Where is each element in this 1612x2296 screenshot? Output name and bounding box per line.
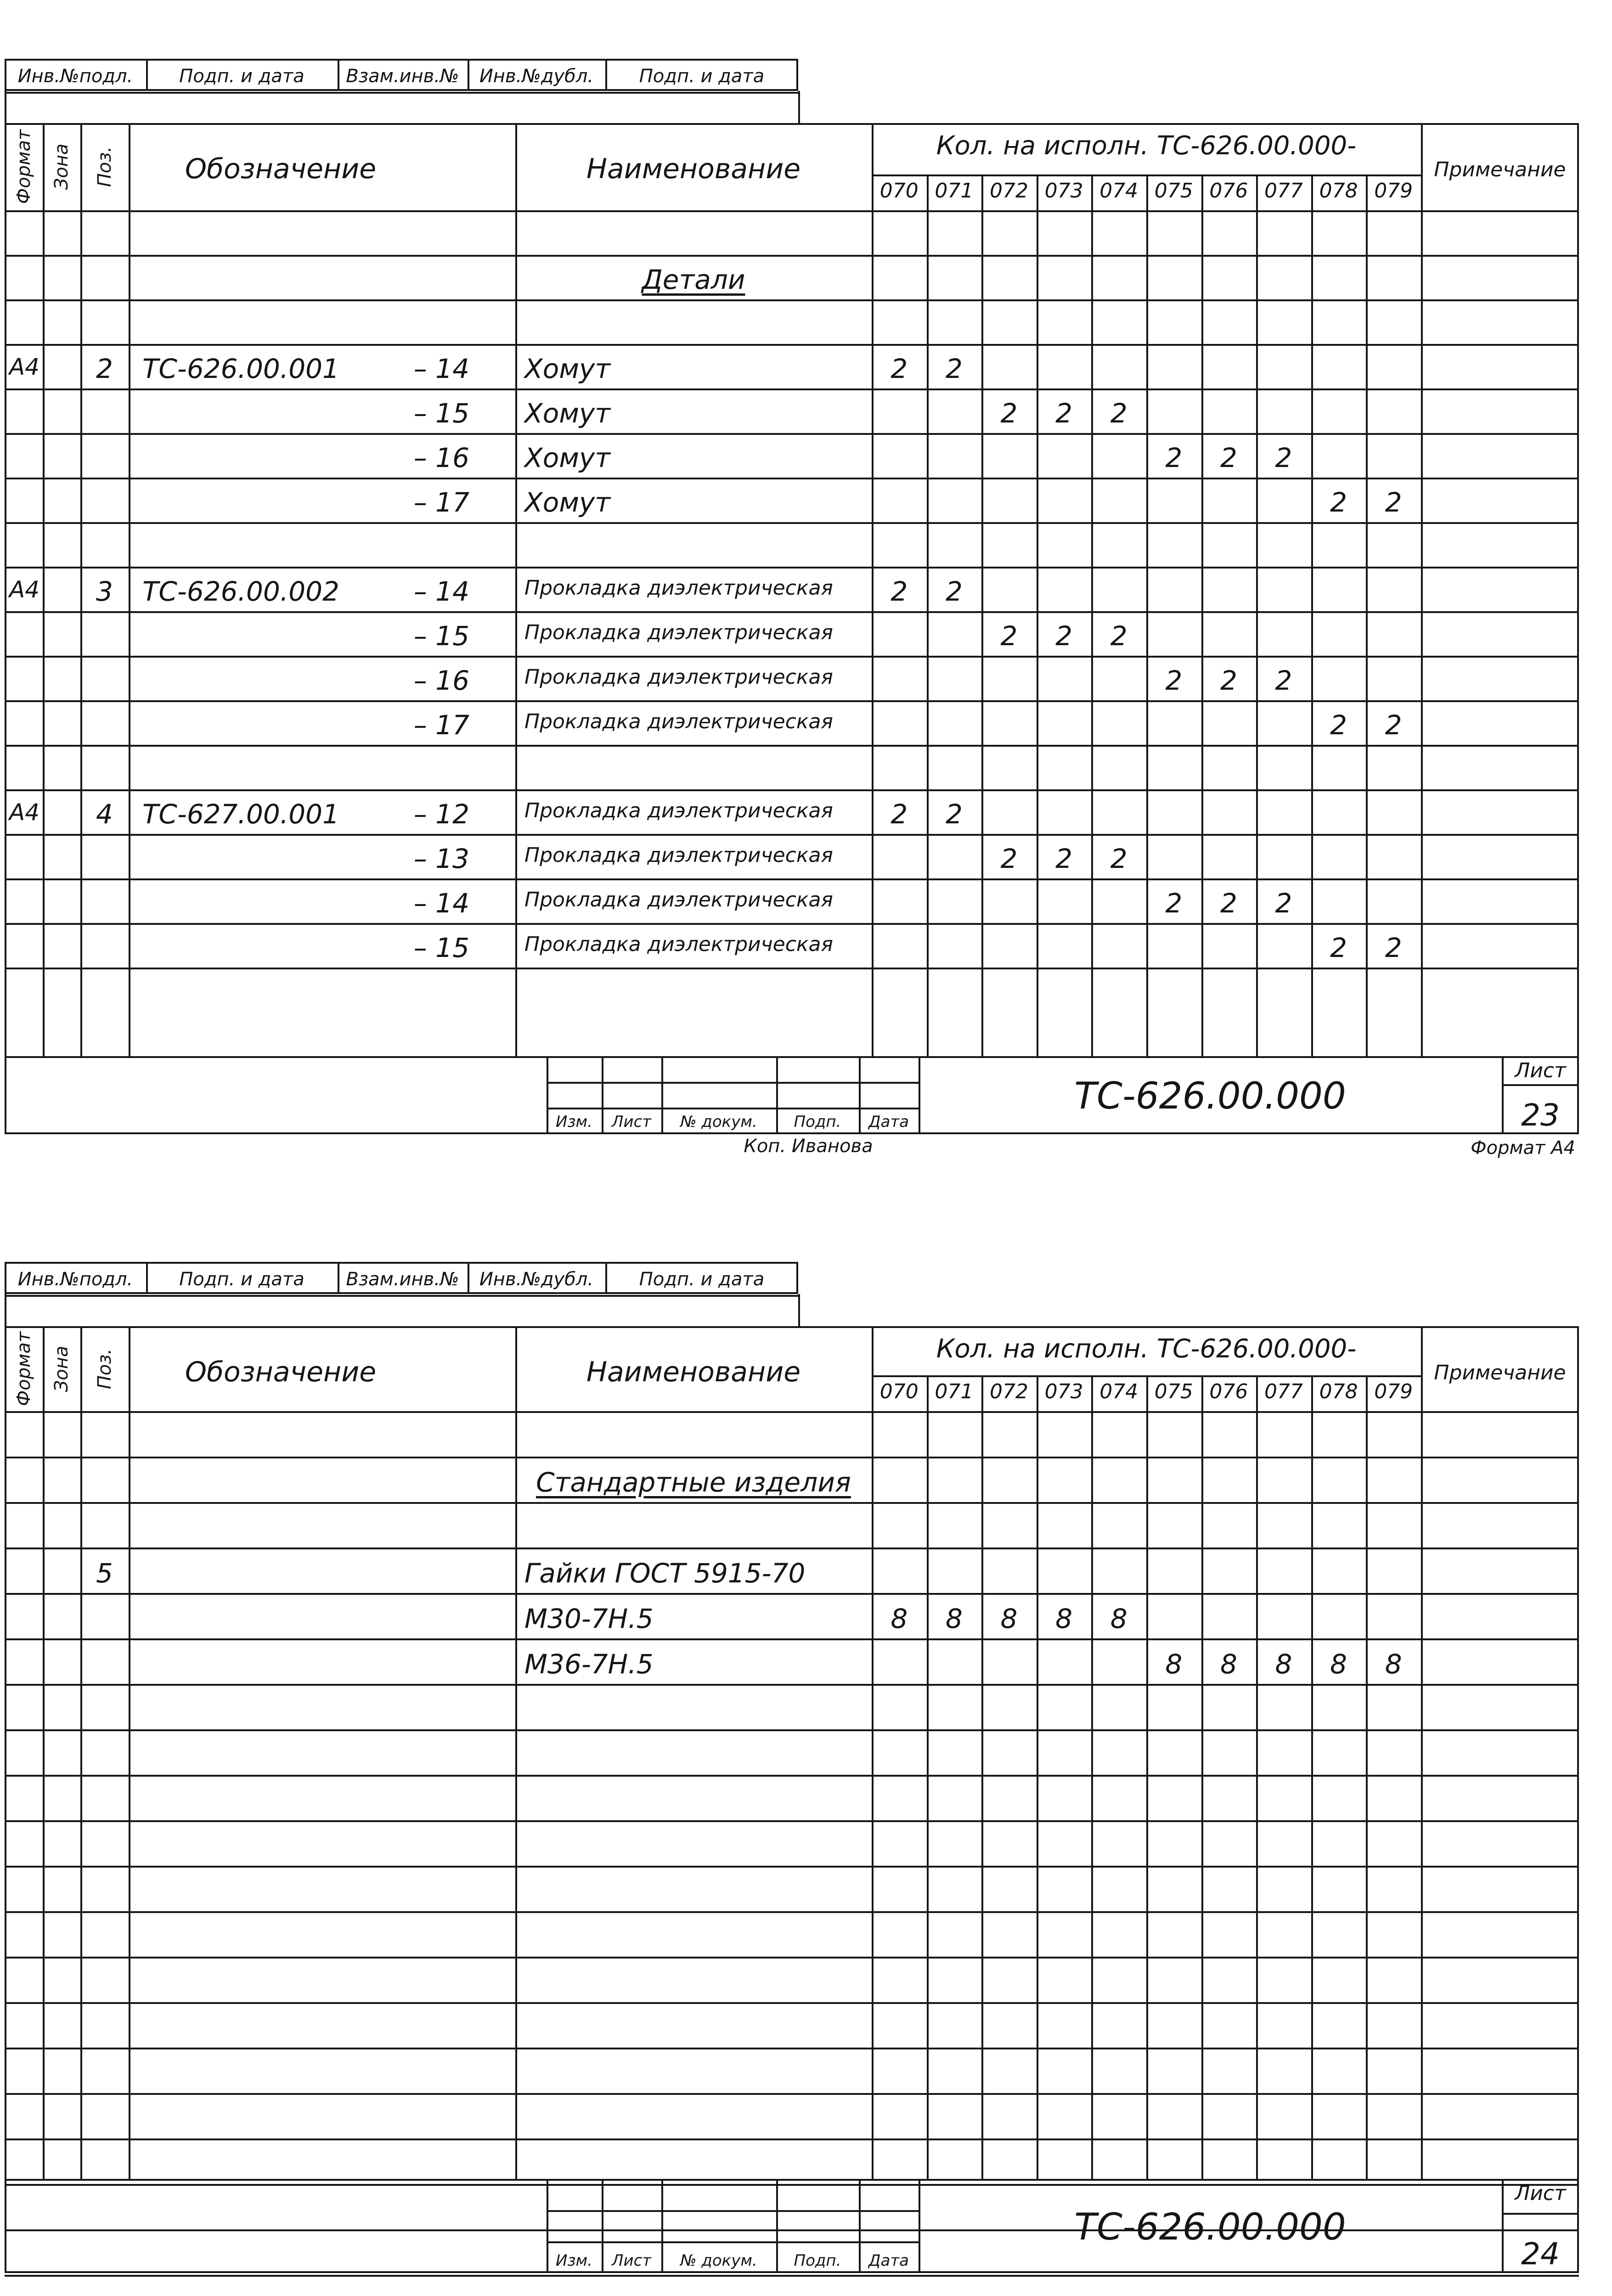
qty-cell: 2 (1330, 932, 1347, 963)
stamp-label: Подп. и дата (639, 1269, 765, 1290)
row-suffix: – 15 (413, 932, 469, 963)
header-name: Наименование (586, 153, 801, 185)
stamp-label: Инв.№дубл. (479, 66, 594, 87)
qty-cell: 2 (1110, 620, 1127, 652)
table-row-line (5, 1638, 1579, 1640)
variant-header: 070 (879, 1380, 919, 1403)
table-row-line (5, 1548, 1579, 1549)
title-block-col (602, 2179, 603, 2273)
row-name: Прокладка диэлектрическая (524, 621, 833, 644)
table-row-line (5, 478, 1579, 479)
section-title: Стандартные изделия (536, 1467, 851, 1498)
stamp-label: Взам.инв.№ (346, 1269, 459, 1290)
stamp-label: Подп. и дата (179, 1269, 304, 1290)
qty-cell: 2 (1110, 843, 1127, 874)
row-suffix: – 12 (413, 799, 469, 830)
header-qty-title: Кол. на исполн. ТС-626.00.000- (936, 131, 1357, 161)
row-name: Хомут (524, 353, 611, 384)
variant-header: 078 (1319, 179, 1358, 203)
stamp-divider (468, 59, 469, 91)
table-row-line (5, 1729, 1579, 1731)
qty-column-divider (1311, 1375, 1313, 2179)
qty-column-divider (1146, 1375, 1148, 2179)
title-block-label: № докум. (680, 1113, 757, 1131)
row-suffix: – 16 (413, 665, 469, 696)
title-block-label: Дата (868, 2251, 909, 2270)
stamp-right-edge (798, 1294, 800, 1326)
row-name: Прокладка диэлектрическая (524, 799, 833, 822)
row-position: 2 (96, 353, 113, 384)
qty-cell: 2 (1275, 442, 1292, 473)
row-position: 3 (96, 576, 113, 607)
row-name: М30-7Н.5 (524, 1603, 654, 1634)
title-block-col (661, 2179, 663, 2273)
qty-cell: 8 (1000, 1603, 1018, 1634)
column-divider (129, 123, 130, 1056)
qty-column-divider (1037, 1375, 1038, 2179)
stamp-line (5, 1295, 798, 1297)
stamp-left-edge (5, 91, 6, 123)
title-block-left (547, 1056, 548, 1134)
qty-cell: 2 (1220, 888, 1237, 919)
column-divider (1421, 1326, 1423, 2179)
stamp-divider (146, 59, 148, 91)
qty-cell: 2 (945, 353, 963, 384)
table-row-line (5, 567, 1579, 568)
variant-header: 079 (1374, 179, 1413, 203)
row-name: М36-7Н.5 (524, 1649, 654, 1680)
qty-cell: 8 (1220, 1649, 1237, 1680)
table-row-line (5, 878, 1579, 880)
table-row-line (5, 1775, 1579, 1777)
table-row-line (5, 1911, 1579, 1913)
title-block-label: Подп. (794, 2251, 841, 2270)
qty-cell: 8 (1165, 1649, 1183, 1680)
sheet-number: 24 (1521, 2236, 1560, 2272)
header-format: Формат (13, 1331, 34, 1406)
header-bottom-line (5, 1411, 1579, 1413)
stamp-label: Подп. и дата (179, 66, 304, 87)
title-block-sheet-line (1502, 1084, 1579, 1086)
qty-cell: 2 (1385, 709, 1402, 741)
format-label: Формат А4 (1471, 1137, 1575, 1159)
title-block-left (547, 2179, 548, 2273)
header-note: Примечание (1434, 1361, 1566, 1384)
table-row-line (5, 2002, 1579, 2004)
table-row-line (5, 433, 1579, 435)
row-name: Хомут (524, 398, 611, 429)
row-designation: ТС-626.00.002 (142, 576, 339, 607)
table-row-line (5, 923, 1579, 925)
variant-header: 075 (1154, 179, 1193, 203)
row-position: 5 (96, 1558, 113, 1589)
stamp-line (5, 92, 798, 94)
title-block-label: Лист (611, 1113, 652, 1131)
table-row-line (5, 834, 1579, 836)
variant-header: 076 (1209, 179, 1248, 203)
row-name: Хомут (524, 487, 611, 518)
table-row-line (5, 2275, 1579, 2277)
title-block-col (859, 2179, 861, 2273)
column-divider (515, 1326, 517, 2179)
table-row-line (5, 745, 1579, 747)
title-block-col (859, 1056, 861, 1134)
sheet-number: 23 (1521, 1097, 1560, 1133)
stamp-divider (338, 1262, 339, 1294)
table-row-line (5, 611, 1579, 613)
qty-column-divider (927, 1375, 929, 2179)
variant-header: 073 (1044, 179, 1083, 203)
header-pos: Поз. (94, 146, 115, 187)
variant-header: 079 (1374, 1380, 1413, 1403)
header-format: Формат (13, 129, 34, 204)
row-suffix: – 14 (413, 353, 469, 384)
table-row-line (5, 2138, 1579, 2140)
column-divider (80, 123, 82, 1056)
qty-cell: 8 (1330, 1649, 1347, 1680)
variant-header: 075 (1154, 1380, 1193, 1403)
column-divider (872, 1326, 874, 2179)
table-row-line (5, 1593, 1579, 1595)
table-row-line (5, 968, 1579, 969)
row-position: 4 (96, 799, 113, 830)
table-row-line (5, 255, 1579, 257)
variant-header: 074 (1099, 179, 1139, 203)
table-row-line (5, 700, 1579, 702)
table-row-line (5, 1866, 1579, 1868)
variant-header: 072 (990, 1380, 1028, 1403)
table-row-line (5, 299, 1579, 301)
header-note: Примечание (1434, 158, 1566, 181)
stamp-label: Подп. и дата (639, 66, 765, 87)
title-block-split (919, 2179, 920, 2273)
table-row-line (5, 522, 1579, 524)
header-qty-title: Кол. на исполн. ТС-626.00.000- (936, 1334, 1357, 1364)
qty-cell: 2 (1330, 709, 1347, 741)
document-number: ТС-626.00.000 (1074, 2205, 1346, 2248)
qty-cell: 2 (1220, 665, 1237, 696)
table-row-line (5, 344, 1579, 346)
title-block-sheet-col (1502, 2179, 1504, 2273)
header-pos: Поз. (94, 1348, 115, 1389)
qty-cell: 8 (1055, 1603, 1073, 1634)
row-name: Прокладка диэлектрическая (524, 888, 833, 912)
stamp-left-edge (5, 1294, 6, 1326)
variant-header: 074 (1099, 1380, 1139, 1403)
row-name: Хомут (524, 442, 611, 473)
qty-cell: 2 (1055, 398, 1073, 429)
stamp-divider (468, 1262, 469, 1294)
title-block-label: Подп. (794, 1113, 841, 1131)
variant-header: 072 (990, 179, 1028, 203)
row-suffix: – 13 (413, 843, 469, 874)
column-divider (515, 123, 517, 1056)
title-block-label: № докум. (680, 2251, 757, 2270)
table-row-line (5, 388, 1579, 390)
table-row-line (5, 789, 1579, 791)
variant-header: 077 (1264, 179, 1303, 203)
variant-header: 073 (1044, 1380, 1083, 1403)
header-designation: Обозначение (185, 1356, 377, 1388)
row-designation: ТС-627.00.001 (142, 799, 339, 830)
row-suffix: – 17 (413, 709, 469, 741)
table-row-line (5, 1457, 1579, 1458)
qty-cell: 2 (891, 576, 908, 607)
qty-cell: 2 (1220, 442, 1237, 473)
title-block-col (776, 1056, 778, 1134)
qty-cell: 2 (1385, 487, 1402, 518)
copied-by: Коп. Иванова (744, 1136, 873, 1157)
title-block-sheet-line (1502, 2213, 1579, 2215)
row-suffix: – 14 (413, 888, 469, 919)
stamp-divider (605, 1262, 607, 1294)
qty-cell: 8 (1110, 1603, 1127, 1634)
row-suffix: – 17 (413, 487, 469, 518)
column-divider (1421, 123, 1423, 1056)
qty-cell: 2 (891, 799, 908, 830)
column-divider (129, 1326, 130, 2179)
row-format: А4 (9, 799, 40, 826)
table-row-line (5, 2093, 1579, 2095)
variant-header: 070 (879, 179, 919, 203)
title-block-label: Лист (611, 2251, 652, 2270)
title-block-label: Изм. (556, 2251, 592, 2270)
column-divider (43, 1326, 45, 2179)
table-row-line (5, 1820, 1579, 1822)
row-name: Прокладка диэлектрическая (524, 710, 833, 733)
title-block-split (919, 1056, 920, 1134)
stamp-label: Взам.инв.№ (346, 66, 459, 87)
column-divider (43, 123, 45, 1056)
sheet-label: Лист (1515, 2182, 1566, 2205)
header-zone: Зона (51, 1345, 72, 1392)
qty-cell: 2 (1165, 442, 1183, 473)
title-block-top (5, 2179, 1579, 2181)
qty-cell: 2 (945, 576, 963, 607)
title-block-label: Дата (868, 1113, 909, 1131)
table-row-line (5, 1684, 1579, 1686)
variant-header: 077 (1264, 1380, 1303, 1403)
qty-cell: 8 (945, 1603, 963, 1634)
title-block-col (602, 1056, 603, 1134)
table-row-line (5, 656, 1579, 658)
stamp-label: Инв.№подл. (17, 66, 133, 87)
qty-cell: 8 (1385, 1649, 1402, 1680)
table-row-line (5, 1502, 1579, 1504)
qty-column-divider (981, 1375, 983, 2179)
row-format: А4 (9, 354, 40, 380)
qty-cell: 2 (1000, 620, 1018, 652)
stamp-right-edge (798, 91, 800, 123)
stamp-divider (146, 1262, 148, 1294)
qty-cell: 2 (1000, 398, 1018, 429)
qty-cell: 8 (1275, 1649, 1292, 1680)
stamp-divider (338, 59, 339, 91)
variant-header: 071 (935, 1380, 974, 1403)
qty-column-divider (1091, 1375, 1093, 2179)
header-name: Наименование (586, 1356, 801, 1388)
qty-cell: 2 (1055, 843, 1073, 874)
qty-cell: 2 (1165, 888, 1183, 919)
header-designation: Обозначение (185, 153, 377, 185)
column-divider (872, 123, 874, 1056)
stamp-label: Инв.№подл. (17, 1269, 133, 1290)
variant-header: 071 (935, 179, 974, 203)
table-row-line (5, 2048, 1579, 2049)
variant-header: 076 (1209, 1380, 1248, 1403)
row-name: Прокладка диэлектрическая (524, 576, 833, 600)
qty-cell: 2 (1000, 843, 1018, 874)
sheet-label: Лист (1515, 1059, 1566, 1082)
document-number: ТС-626.00.000 (1074, 1075, 1346, 1117)
row-name: Прокладка диэлектрическая (524, 933, 833, 956)
qty-cell: 2 (1330, 487, 1347, 518)
sheet-page-2 (0, 1203, 1612, 2296)
qty-cell: 2 (1165, 665, 1183, 696)
row-format: А4 (9, 576, 40, 603)
qty-column-divider (1201, 1375, 1203, 2179)
section-title: Детали (642, 264, 745, 295)
qty-cell: 2 (1385, 932, 1402, 963)
row-suffix: – 16 (413, 442, 469, 473)
header-zone: Зона (51, 143, 72, 190)
variant-header: 078 (1319, 1380, 1358, 1403)
title-block-col (661, 1056, 663, 1134)
title-block-sheet-col (1502, 1056, 1504, 1134)
stamp-divider (605, 59, 607, 91)
qty-cell: 2 (1110, 398, 1127, 429)
qty-cell: 2 (945, 799, 963, 830)
row-suffix: – 15 (413, 620, 469, 652)
qty-column-divider (1256, 1375, 1258, 2179)
qty-cell: 2 (1275, 888, 1292, 919)
title-block-col (776, 2179, 778, 2273)
row-designation: ТС-626.00.001 (142, 353, 339, 384)
qty-cell: 2 (1055, 620, 1073, 652)
stamp-label: Инв.№дубл. (479, 1269, 594, 1290)
table-row-line (5, 2184, 1579, 2186)
row-suffix: – 14 (413, 576, 469, 607)
qty-column-divider (1366, 1375, 1368, 2179)
table-row-line (5, 1957, 1579, 1958)
title-block-top (5, 1056, 1579, 1058)
row-name: Прокладка диэлектрическая (524, 844, 833, 867)
qty-cell: 2 (1275, 665, 1292, 696)
row-name: Гайки ГОСТ 5915-70 (524, 1558, 806, 1589)
column-divider (80, 1326, 82, 2179)
qty-cell: 8 (891, 1603, 908, 1634)
title-block-label: Изм. (556, 1113, 592, 1131)
header-bottom-line (5, 210, 1579, 212)
row-name: Прокладка диэлектрическая (524, 665, 833, 689)
qty-cell: 2 (891, 353, 908, 384)
row-suffix: – 15 (413, 398, 469, 429)
